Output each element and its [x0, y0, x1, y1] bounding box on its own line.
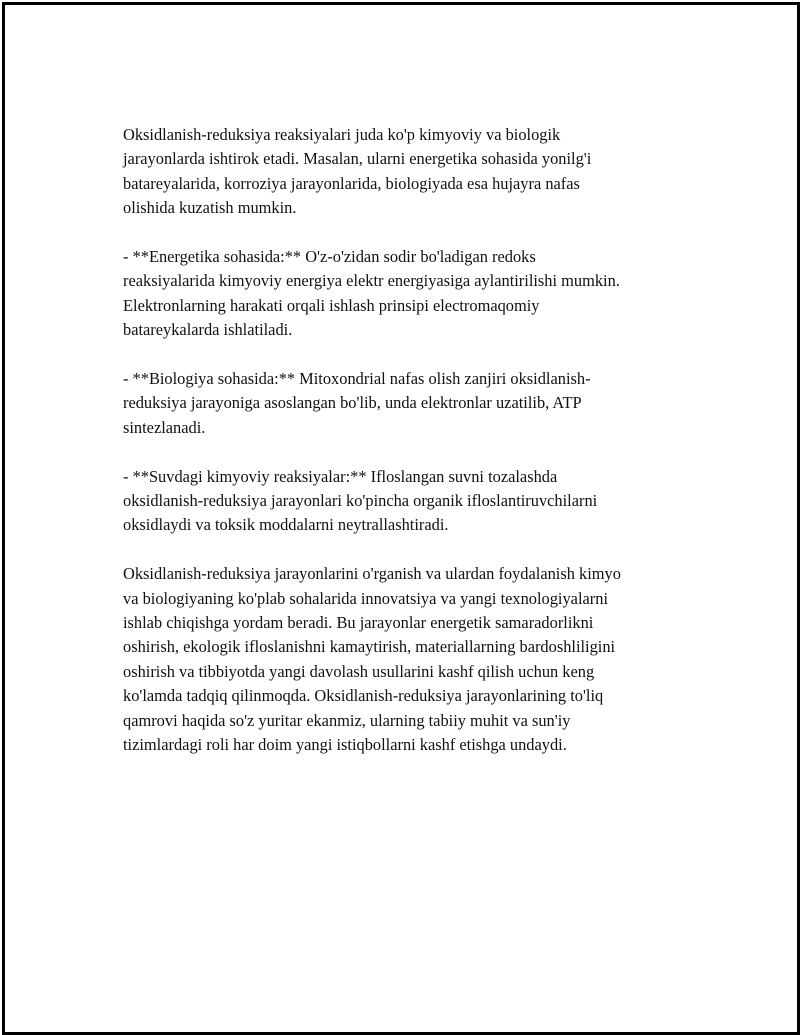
- text-line: oksidlanish-reduksiya jarayonlari ko'pincha organik ifloslantiruvchilarni: [123, 491, 598, 511]
- paragraph-conclusion: [123, 562, 698, 757]
- text-line: tizimlardagi roli har doim yangi istiqbollarni kashf etishga undaydi.: [123, 735, 567, 755]
- paragraph-intro: [123, 123, 698, 221]
- text-line: - **Biologiya sohasida:** Mitoxondrial nafas olish zanjiri oksidlanish-: [123, 369, 591, 389]
- text-line: batareykalarda ishlatiladi.: [123, 320, 293, 340]
- text-line: jarayonlarda ishtirok etadi. Masalan, ularni energetika sohasida yonilg'i: [123, 149, 592, 169]
- paragraph-energetika: [123, 245, 698, 343]
- text-line: Elektronlarning harakati orqali ishlash prinsipi electromaqomiy: [123, 295, 540, 315]
- text-line: va biologiyaning ko'plab sohalarida innovatsiya va yangi texnologiyalarni: [123, 588, 608, 608]
- text-line: olishida kuzatish mumkin.: [123, 198, 297, 218]
- text-line: reduksiya jarayoniga asoslangan bo'lib, unda elektronlar uzatilib, ATP: [123, 393, 582, 413]
- text-line: oksidlaydi va toksik moddalarni neytrallashtiradi.: [123, 515, 449, 535]
- page-frame: [2, 2, 800, 1035]
- text-line: qamrovi haqida so'z yuritar ekanmiz, ularning tabiiy muhit va sun'iy: [123, 710, 571, 730]
- text-line: Oksidlanish-reduksiya jarayonlarini o'rganish va ulardan foydalanish kimyo: [123, 564, 621, 584]
- paragraph-biologiya: [123, 367, 698, 440]
- paragraph-suvdagi: [123, 465, 698, 538]
- text-line: batareyalarida, korroziya jarayonlarida, biologiyada esa hujayra nafas: [123, 173, 580, 193]
- text-line: - **Energetika sohasida:** O'z-o'zidan sodir bo'ladigan redoks: [123, 247, 536, 267]
- text-line: oshirish, ekologik ifloslanishni kamaytirish, materiallarning bardoshliligini: [123, 637, 616, 657]
- text-line: oshirish va tibbiyotda yangi davolash usullarini kashf qilish uchun keng: [123, 661, 595, 681]
- text-line: - **Suvdagi kimyoviy reaksiyalar:** Ifloslangan suvni tozalashda: [123, 466, 558, 486]
- document-body: [123, 123, 698, 782]
- text-line: Oksidlanish-reduksiya reaksiyalari juda ko'p kimyoviy va biologik: [123, 125, 561, 144]
- text-line: ishlab chiqishga yordam beradi. Bu jarayonlar energetik samaradorlikni: [123, 613, 594, 633]
- text-line: ko'lamda tadqiq qilinmoqda. Oksidlanish-reduksiya jarayonlarining to'liq: [123, 686, 604, 706]
- text-line: reaksiyalarida kimyoviy energiya elektr energiyasiga aylantirilishi mumkin.: [123, 271, 620, 291]
- text-line: sintezlanadi.: [123, 417, 206, 437]
